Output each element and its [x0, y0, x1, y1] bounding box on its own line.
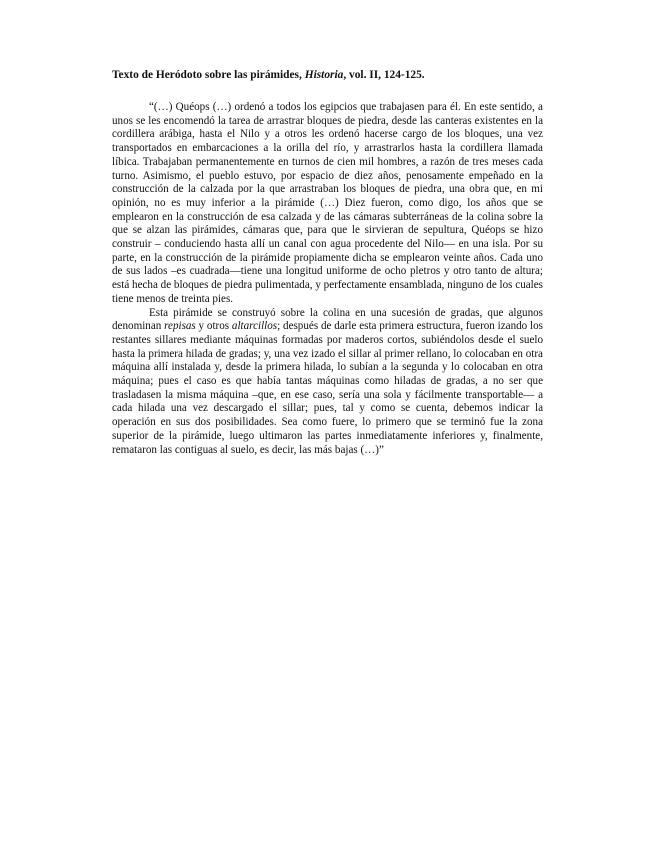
title-prefix: Texto de Heródoto sobre las pirámides, — [112, 69, 305, 81]
document-page — [112, 68, 543, 457]
paragraph-1: “(…) Quéops (…) ordenó a todos los egipcios que trabajasen para él. En este sentido, a unos se les encomendó la tarea de arrastrar bloques de piedra, desde las canteras existentes en la cordillera arábiga, hasta el Nilo y a otros les ordenó hacerse cargo de los bloques, una vez transportados en embarcaciones a la orilla del río, y arrastrarlos hasta la cordillera llamada líbica. Trabajaban permanentemente en turnos de cien mil hombres, a razón de tres meses cada turno. Asimismo, el pueblo estuvo, por espacio de diez años, penosamente empeñado en la construcción de la calzada por la que arrastraban los bloques de piedra, una obra que, en mi opinión, no es muy inferior a la pirámide (…) Diez fueron, como digo, los años que se emplearon en la construcción de esa calzada y de las cámaras subterráneas de la colina sobre la que se alzan las pirámides, cámaras que, para que le sirvieran de sepultura, Quéops se hizo construir – conduciendo hasta allí un canal con agua procedente del Nilo— en una isla. Por su parte, en la construcción de la pirámide propiamente dicha se emplearon veinte años. Cada uno de sus lados –es cuadrada—tiene una longitud uniforme de ocho pletros y otro tanto de altura; está hecha de bloques de piedra pulimentada, y perfectamente ensamblada, ninguno de los cuales tiene menos de treinta pies. — [112, 101, 543, 305]
document-title — [112, 68, 543, 82]
title-suffix: , vol. II, 124-125. — [343, 69, 425, 81]
paragraph-2-part-3: ; después de darle esta primera estructura, fueron izando los restantes sillares mediante máquinas formadas por maderos cortos, subiéndolos desde el suelo hasta la primera hilada de gradas; y, una vez izado el sillar al primer rellano, lo colocaban en otra máquina allí instalada y, desde la primera hilada, lo subían a la segunda y lo colocaban en otra máquina; pues el caso es que había tantas máquinas como hiladas de gradas, a no ser que trasladasen la misma máquina –que, en ese caso, sería una sola y fácilmente transportable— a cada hilada una vez descargado el sillar; pues, tal y como se cuenta, debemos indicar la operación en sus dos posibilidades. Sea como fuere, lo primero que se terminó fue la zona superior de la pirámide, luego ultimaron las partes inmediatamente inferiores y, finalmente, remataron las contiguas al suelo, es decir, las más bajas (…)” — [112, 320, 543, 456]
term-altarcillos: altarcillos — [231, 320, 278, 333]
term-repisas: repisas — [164, 320, 196, 333]
title-work: Historia — [304, 69, 344, 81]
paragraph-2-part-1: Esta pirámide se construyó sobre la colina en una sucesión de gradas, que algunos denominan — [112, 306, 543, 333]
paragraph-2-part-2: y otros — [195, 320, 232, 333]
paragraph-2 — [112, 307, 543, 458]
